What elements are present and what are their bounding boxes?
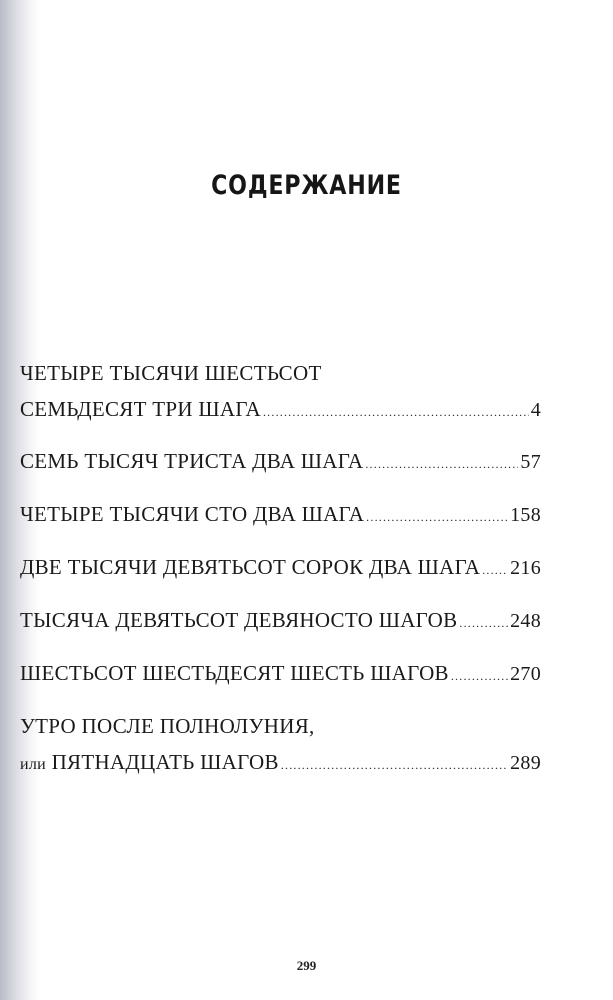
toc-entry: [20, 549, 541, 588]
leader-dots: [263, 394, 529, 430]
toc-entry-title-line-2: ПЯТНАДЦАТЬ ШАГОВ: [51, 750, 279, 774]
toc-entry-page: 57: [520, 451, 541, 473]
toc-entry: [20, 708, 541, 783]
toc-entry: [20, 443, 541, 482]
leader-dots: [365, 446, 518, 482]
toc-entry: [20, 655, 541, 694]
toc-entry-page: 216: [510, 557, 541, 579]
toc-entry-page: 289: [510, 752, 541, 774]
toc-entry-page: 158: [510, 504, 541, 526]
page-number: 299: [296, 958, 317, 973]
leader-dots: [366, 499, 508, 535]
toc-entry: [20, 602, 541, 641]
toc-entry: [20, 355, 541, 430]
toc-entry-page: 4: [530, 399, 541, 421]
toc-entry-title-line-1: ЧЕТЫРЕ ТЫСЯЧИ ШЕСТЬСОТ: [20, 361, 322, 385]
toc-entry-title: СЕМЬ ТЫСЯЧ ТРИСТА ДВА ШАГА: [20, 449, 364, 473]
toc-entry-title: ТЫСЯЧА ДЕВЯТЬСОТ ДЕВЯНОСТО ШАГОВ: [20, 608, 458, 632]
toc-entry-title: ЧЕТЫРЕ ТЫСЯЧИ СТО ДВА ШАГА: [20, 502, 365, 526]
toc-entry-prefix: или: [20, 756, 47, 773]
toc-entry-page: 248: [510, 610, 541, 632]
leader-dots: [281, 747, 508, 783]
toc-entry-page: 270: [510, 663, 541, 685]
toc-entry: [20, 496, 541, 535]
leader-dots: [482, 552, 508, 588]
page-title: СОДЕРЖАНИЕ: [211, 170, 402, 201]
toc-entry-title-line-2: СЕМЬДЕСЯТ ТРИ ШАГА: [20, 397, 261, 421]
toc-entry-title: ДВЕ ТЫСЯЧИ ДЕВЯТЬСОТ СОРОК ДВА ШАГА: [20, 555, 481, 579]
toc-entry-title-line-1: УТРО ПОСЛЕ ПОЛНОЛУНИЯ,: [20, 714, 315, 738]
leader-dots: [451, 658, 508, 694]
toc-entry-title: ШЕСТЬСОТ ШЕСТЬДЕСЯТ ШЕСТЬ ШАГОВ: [20, 661, 449, 685]
leader-dots: [459, 605, 508, 641]
table-of-contents: [20, 355, 541, 774]
